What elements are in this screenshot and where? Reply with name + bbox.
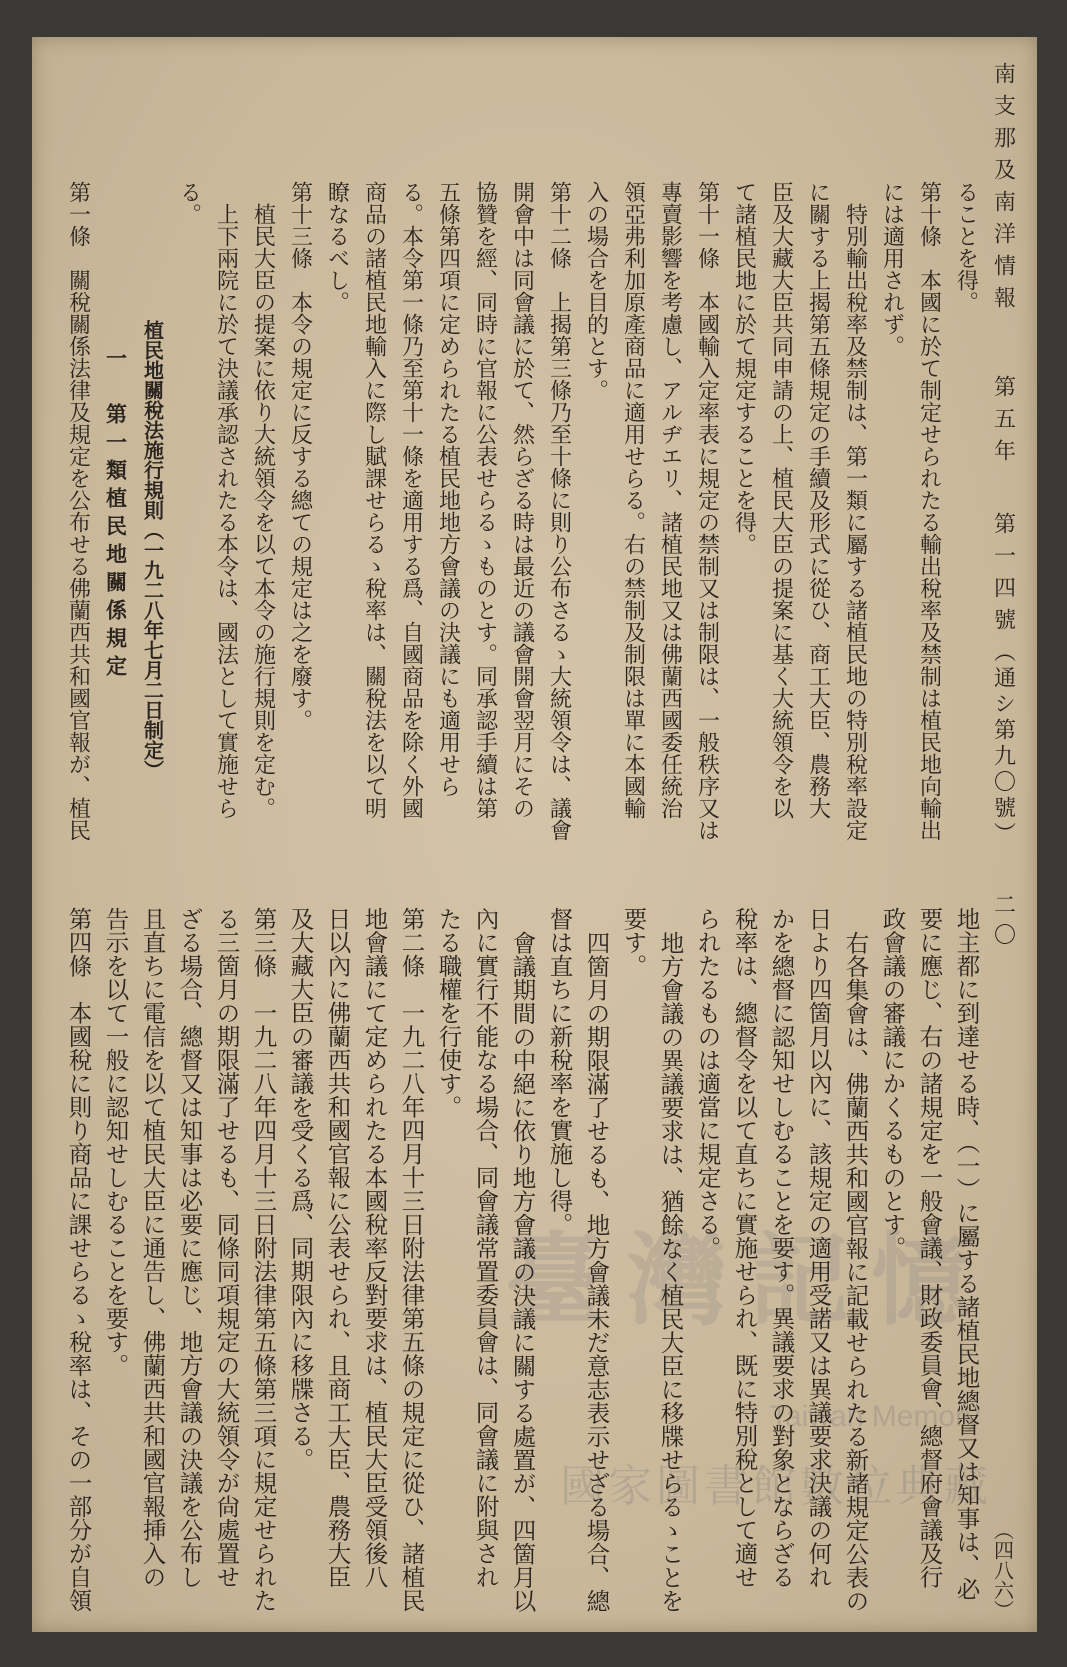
article-4-column: 第四條 本國稅に則り商品に課せらるゝ稅率は、その一部分が自領	[64, 907, 93, 1612]
text-column: には適用されず。	[879, 181, 905, 357]
text-column: て諸植民地に於て規定することを得。	[731, 181, 757, 555]
text-column: 開會中は同會議に於て、然らざる時は最近の議會開會翌月にその	[509, 181, 535, 819]
paragraph-start-column: 特別輸出稅率及禁制は、第一類に屬する諸植民地の特別稅率設定	[842, 203, 868, 841]
text-column: 領亞弗利加原產商品に適用せらる。右の禁制及制限は單に本國輸	[620, 181, 646, 819]
text-column: 稅率は、總督令を以て直ちに實施せられ、既に特別稅として適せ	[730, 907, 759, 1589]
paragraph-start-column: 植民大臣の提案に依り大統領令を以て本令の施行規則を定む。	[250, 203, 276, 819]
article-11-column: 第十一條 本國輸入定率表に規定の禁制又は制限は、一般秩序又は	[694, 181, 720, 841]
paragraph-start-column: 右各集會は、佛蘭西共和國官報に記載せられたる新諸規定公表の	[841, 930, 870, 1612]
text-column: ることを得。	[953, 181, 979, 313]
section-title: 植民地關稅法施行規則（一九二八年七月二日制定）	[140, 320, 165, 780]
journal-issue: 第一四號	[990, 512, 1016, 640]
text-column: 日以內に佛蘭西共和國官報に公表せられ、且商工大臣、農務大臣	[323, 907, 352, 1589]
text-column: 要に應じ、右の諸規定を一般會議、財政委員會、總督府會議及行	[915, 907, 944, 1589]
article-13-column: 第十三條 本令の規定に反する總ての規定は之を廢す。	[287, 181, 313, 731]
text-column: 且直ちに電信を以て植民大臣に通告し、佛蘭西共和國官報挿入の	[138, 907, 167, 1589]
serial-page-number: （四八六）	[990, 1520, 1015, 1620]
article-1-column: 第一條 關稅關係法律及規定を公布せる佛蘭西共和國官報が、植民	[65, 181, 91, 841]
text-column: 商品の諸植民地輸入に際し賦課せらるゝ稅率は、關稅法を以て明	[361, 181, 387, 819]
top-text-block	[60, 62, 1022, 862]
text-column: る。本令第一條乃至第十一條を適用する爲、自國商品を除く外國	[398, 181, 424, 819]
text-column: 五條第四項に定められたる植民地地方會議の決議にも適用せら	[435, 181, 461, 797]
paragraph-start-column: 會議期間の中絕に依り地方會議の決議に關する處置が、四箇月以	[508, 930, 537, 1612]
text-column: 要す。	[619, 907, 648, 978]
text-column: 瞭なるべし。	[324, 181, 350, 313]
watermark-logo-subtitle: Taiwan Memory	[770, 1400, 981, 1433]
text-column: 協贊を經、同時に官報に公表せらるゝものとす。同承認手續は第	[472, 181, 498, 819]
text-column: 政會議の審議にかくるものとす。	[878, 907, 907, 1260]
text-column: る三箇月の期限滿了せるも、同條同項規定の大統領令が尙處置せ	[212, 907, 241, 1589]
text-column: 及大藏大臣の審議を受くる爲、同期限內に移牒さる。	[286, 907, 315, 1471]
journal-title: 南支那及南洋情報	[990, 62, 1016, 318]
text-column: かを總督に認知せしむることを要す。異議要求の對象とならざる	[767, 907, 796, 1589]
text-column: 內に實行不能なる場合、同會議常置委員會は、同會議に附與され	[471, 907, 500, 1589]
paragraph-start-column: 上下兩院に於て決議承認されたる本令は、國法として實施せら	[213, 203, 239, 819]
article-2-column: 第二條 一九二八年四月十三日附法律第五條の規定に從ひ、諸植民	[397, 907, 426, 1612]
paragraph-start-column: 地方會議の異議要求は、猶餘なく植民大臣に移牒せらるゝことを	[656, 930, 685, 1612]
article-12-column: 第十二條 上揭第三條乃至十條に則り公布さるゝ大統領令は、議會	[546, 181, 572, 841]
text-column: 日より四箇月以內に、該規定の適用受諾又は異議要求決議の何れ	[804, 907, 833, 1589]
text-column: に關する上揭第五條規定の手續及形式に從ひ、商工大臣、農務大	[805, 181, 831, 819]
running-header	[985, 62, 1022, 862]
text-column: たる職權を行使す。	[434, 907, 463, 1119]
watermark-logo-text: 臺灣記憶	[505, 1221, 993, 1339]
text-column: ざる場合、總督又は知事は必要に應じ、地方會議の決議を公布し	[175, 907, 204, 1589]
text-column: 臣及大藏大臣共同申請の上、植民大臣の提案に基く大統領令を以	[768, 181, 794, 819]
text-column: 地會議にて定められたる本國稅率反對要求は、植民大臣受領後八	[360, 907, 389, 1589]
subsection-title: 一 第一類植民地關係規定	[103, 347, 128, 683]
text-column: 專賣影響を考慮し、アルヂエリ、諸植民地又は佛蘭西國委任統治	[657, 181, 683, 819]
page-marker	[985, 893, 1022, 1623]
text-column: 告示を以て一般に認知せしむることを要す。	[101, 907, 130, 1377]
page-number: 二〇	[990, 893, 1016, 953]
text-column: 入の場合を目的とす。	[583, 181, 609, 401]
text-column: られたるものは適當に規定さる。	[693, 907, 722, 1260]
journal-serial-number: （通シ第九〇號）	[990, 640, 1016, 848]
text-column: る。	[176, 181, 202, 225]
text-column: 地主都に到達せる時、（一）に屬する諸植民地總督又は知事は、必	[952, 907, 981, 1601]
bottom-text-block	[60, 893, 1022, 1623]
paragraph-start-column: 四箇月の期限滿了せるも、地方會議未だ意志表示せざる場合、總	[582, 930, 611, 1612]
article-10-column: 第十條 本國に於て制定せられたる輸出稅率及禁制は植民地向輸出	[916, 181, 942, 841]
article-3-column: 第三條 一九二八年四月十三日附法律第五條第三項に規定せられた	[249, 907, 278, 1612]
journal-year: 第五年	[990, 375, 1016, 471]
text-column: 督は直ちに新稅率を實施し得。	[545, 907, 574, 1236]
watermark-library: 國家圖書館數位典藏	[560, 1461, 992, 1512]
